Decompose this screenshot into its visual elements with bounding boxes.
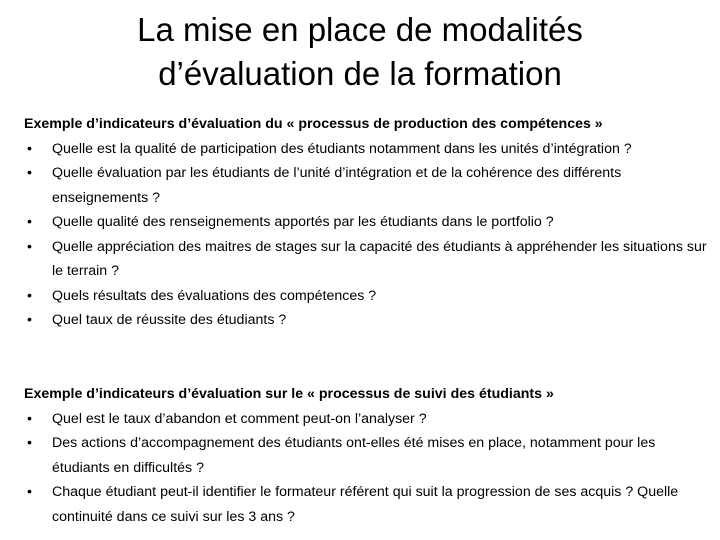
list-item-text: Des actions d’accompagnement des étudiants ont-elles été mises en place, notamment pour les étudiants en difficultés ? [52, 435, 656, 476]
section-heading: Exemple d’indicateurs d’évaluation sur le « processus de suivi des étudiants » [24, 386, 554, 402]
list-item [24, 161, 710, 210]
indicator-list [24, 407, 710, 530]
list-item [24, 210, 710, 235]
list-item-text: Quel taux de réussite des étudiants ? [52, 312, 287, 328]
section-suivi-etudiants [24, 382, 710, 529]
bullet-icon: • [27, 484, 32, 500]
list-item [24, 284, 710, 309]
list-item-text: Quelle est la qualité de participation des étudiants notamment dans les unités d’intégration ? [52, 140, 632, 157]
list-item [24, 480, 710, 529]
bullet-icon: • [27, 312, 32, 328]
list-item [24, 431, 710, 480]
list-item [24, 308, 710, 333]
list-item-text: Quelle évaluation par les étudiants de l’unité d’intégration et de la cohérence des différents enseignements ? [52, 165, 622, 206]
list-item [24, 137, 710, 162]
bullet-icon: • [27, 435, 32, 451]
slide-title-line-2: d’évaluation de la formation [158, 55, 562, 92]
list-item-text: Quelle qualité des renseignements apportés par les étudiants dans le portfolio ? [52, 214, 554, 230]
slide-title-line-1: La mise en place de modalités [137, 11, 583, 48]
list-item [24, 407, 710, 432]
bullet-icon: • [27, 238, 32, 255]
section-production-competences [24, 112, 710, 333]
bullet-icon: • [27, 165, 32, 181]
list-item-text: Quelle appréciation des maitres de stages sur la capacité des étudiants à appréhender les situations sur le terrain ? [52, 238, 707, 279]
bullet-icon: • [27, 140, 32, 157]
slide-title [0, 8, 720, 96]
bullet-icon: • [27, 214, 32, 230]
indicator-list [24, 137, 710, 333]
list-item-text: Chaque étudiant peut-il identifier le formateur référent qui suit la progression de ses acquis ? Quelle continuité dans ce suivi sur les 3 ans ? [52, 484, 679, 525]
list-item-text: Quels résultats des évaluations des compétences ? [52, 287, 377, 304]
list-item-text: Quel est le taux d’abandon et comment peut-on l’analyser ? [52, 410, 427, 427]
section-heading: Exemple d’indicateurs d’évaluation du « processus de production des compétences » [24, 116, 603, 132]
bullet-icon: • [27, 410, 32, 427]
bullet-icon: • [27, 287, 32, 304]
list-item [24, 235, 710, 284]
